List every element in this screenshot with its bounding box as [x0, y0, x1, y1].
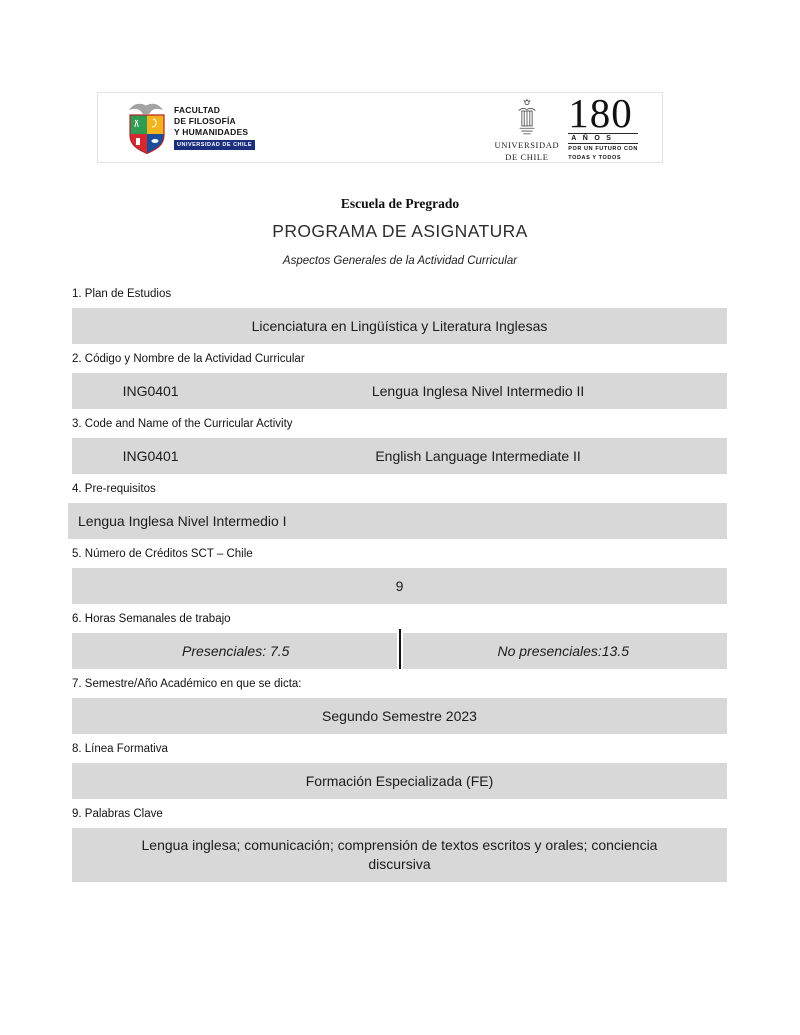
- faculty-logo-text: [174, 105, 255, 150]
- faculty-line-2: DE FILOSOFÍA: [174, 116, 236, 126]
- section-label: 5. Número de Créditos SCT – Chile: [72, 548, 253, 560]
- section-creditos-sct: [72, 547, 727, 604]
- section-value-bar: Formación Especializada (FE): [72, 763, 727, 799]
- university-name-line-1: UNIVERSIDAD: [494, 140, 560, 150]
- faculty-line-1: FACULTAD: [174, 105, 221, 115]
- logo-180-anos: AÑOS: [568, 133, 638, 144]
- section-pre-requisitos: [72, 482, 727, 539]
- section-value-bar: Segundo Semestre 2023: [72, 698, 727, 734]
- section-plan-de-estudios: [72, 287, 727, 344]
- section-value-bar: 9: [72, 568, 727, 604]
- university-seal-block: [495, 93, 560, 162]
- university-seal-icon: [513, 98, 541, 138]
- faculty-line-3: Y HUMANIDADES: [174, 127, 249, 137]
- bar-divider: [399, 629, 401, 669]
- course-name: English Language Intermediate II: [375, 448, 581, 464]
- course-name: Lengua Inglesa Nivel Intermedio II: [371, 383, 585, 399]
- section-horas-semanales: [72, 612, 727, 669]
- page-subtitle: Aspectos Generales de la Actividad Curricular: [282, 255, 518, 267]
- section-value-bar: [72, 438, 727, 474]
- condor-icon: [129, 103, 163, 113]
- section-value-bar: [72, 633, 727, 669]
- section-label: 6. Horas Semanales de trabajo: [72, 613, 231, 625]
- course-code: ING0401: [122, 383, 179, 399]
- page-title: PROGRAMA DE ASIGNATURA: [272, 221, 528, 241]
- title-block: [0, 196, 800, 267]
- section-palabras-clave: [72, 807, 727, 882]
- faculty-logo: [126, 101, 255, 155]
- form-sections: [72, 287, 727, 890]
- section-value-bar: [72, 373, 727, 409]
- logo-180-tagline-1: POR UN FUTURO CON: [568, 146, 638, 152]
- section-label: 8. Línea Formativa: [72, 743, 168, 755]
- section-label: 3. Code and Name of the Curricular Activity: [72, 418, 293, 430]
- section-semestre: [72, 677, 727, 734]
- section-value-bar: Lengua inglesa; comunicación; comprensión de textos escritos y orales; conciencia discursiva: [72, 828, 727, 882]
- section-code-name-english: [72, 417, 727, 474]
- hours-presencial: Presenciales: 7.5: [182, 643, 290, 659]
- section-label: 2. Código y Nombre de la Actividad Curricular: [72, 353, 305, 365]
- section-value-bar: Lengua Inglesa Nivel Intermedio I: [68, 503, 727, 539]
- crest-quadrant-green: [130, 115, 147, 134]
- faculty-crest-icon: [126, 101, 166, 155]
- course-code: ING0401: [122, 448, 179, 464]
- university-name-line-2: DE CHILE: [505, 152, 549, 162]
- section-linea-formativa: [72, 742, 727, 799]
- section-label: 9. Palabras Clave: [72, 808, 163, 820]
- logo-180-tagline-2: TODAS Y TODOS: [568, 155, 622, 161]
- school-title: Escuela de Pregrado: [340, 196, 460, 211]
- section-label: 1. Plan de Estudios: [72, 288, 172, 300]
- logo-180-block: [568, 90, 638, 162]
- university-180-logo: [494, 90, 638, 162]
- header-logo-strip: [97, 92, 663, 163]
- hours-no-presencial: No presenciales:13.5: [497, 643, 630, 659]
- logo-180-number: 180: [568, 90, 633, 136]
- section-label: 7. Semestre/Año Académico en que se dicta:: [72, 678, 302, 690]
- section-value-bar: Licenciatura en Lingüística y Literatura Inglesas: [72, 308, 727, 344]
- section-codigo-nombre: [72, 352, 727, 409]
- faculty-banner: UNIVERSIDAD DE CHILE: [174, 140, 255, 150]
- section-label: 4. Pre-requisitos: [72, 483, 156, 495]
